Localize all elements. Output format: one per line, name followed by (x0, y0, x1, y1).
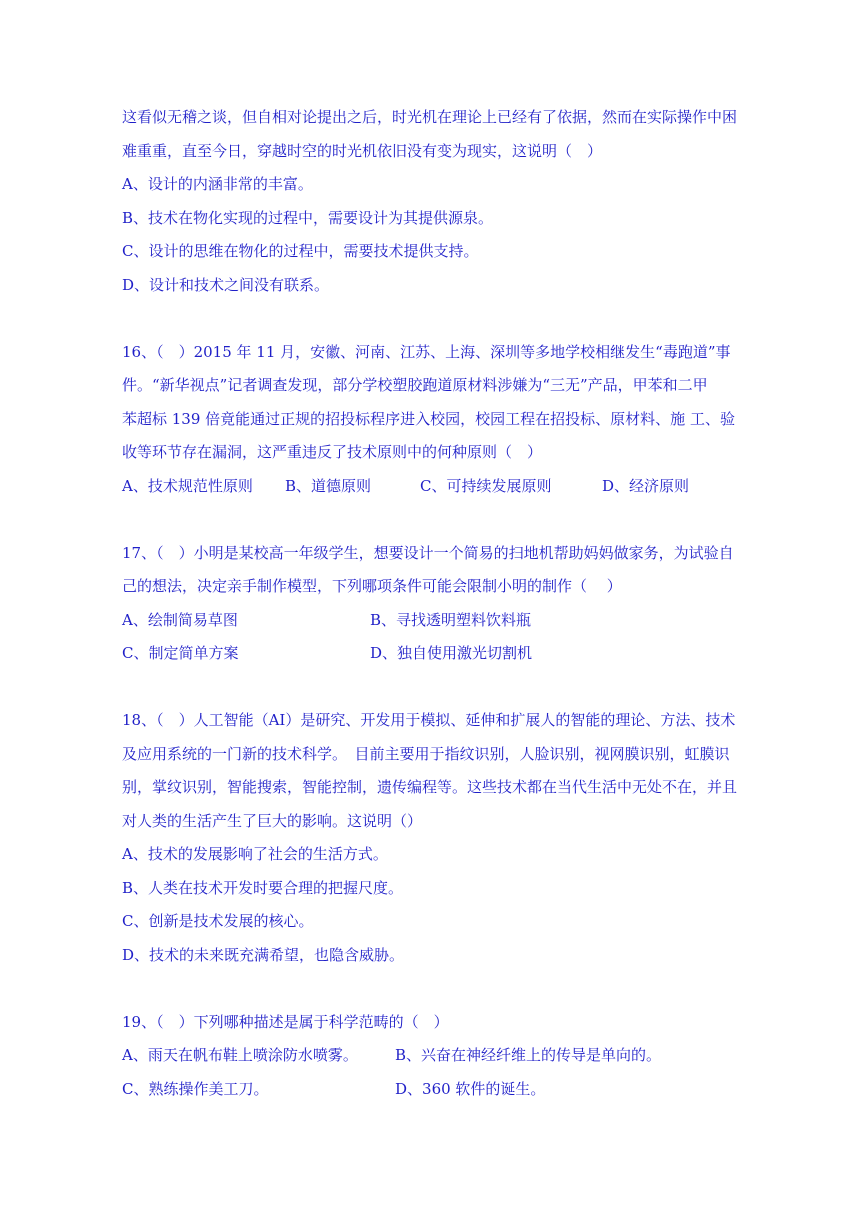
question-stem-line: 18、（ ）人工智能（AI）是研究、开发用于模拟、延伸和扩展人的智能的理论、方法、技术 (122, 711, 736, 729)
question-stem-line: 19、（ ）下列哪种描述是属于科学范畴的（ ） (122, 1012, 449, 1031)
question-stem-line: 这看似无稽之谈，但自相对论提出之后，时光机在理论上已经有了依据，然而在实际操作中困 (122, 108, 738, 126)
option-d: D、经济原则 (602, 476, 690, 495)
question-stem-line: 件。“新华视点”记者调查发现，部分学校塑胶跑道原材料涉嫌为“三无”产品，甲苯和二甲 (122, 376, 708, 394)
option-b: B、人类在技术开发时要合理的把握尺度。 (122, 878, 404, 897)
option-a: A、设计的内涵非常的丰富。 (122, 175, 313, 193)
options-row (122, 476, 742, 496)
option-d: D、360 软件的诞生。 (395, 1079, 546, 1098)
question-stem-line: 别，掌纹识别，智能搜索，智能控制，遗传编程等。这些技术都在当代生活中无处不在，并且 (122, 778, 738, 796)
option-b: B、道德原则 (285, 476, 372, 495)
question-stem-line: 16、（ ）2015 年 11 月，安徽、河南、江苏、上海、深圳等多地学校相继发生“毒跑道”事 (122, 342, 731, 361)
question-15 (122, 107, 742, 295)
question-stem-line: 难重重，直至今日，穿越时空的时光机依旧没有变为现实，这说明（ ） (122, 141, 603, 160)
option-c: C、熟练操作美工刀。 (122, 1079, 269, 1098)
option-c: C、设计的思维在物化的过程中，需要技术提供支持。 (122, 242, 479, 260)
option-a: A、技术规范性原则 (122, 476, 253, 495)
option-c: C、制定简单方案 (122, 644, 239, 662)
option-d: D、设计和技术之间没有联系。 (122, 275, 330, 294)
question-18 (122, 710, 742, 965)
option-c: C、创新是技术发展的核心。 (122, 912, 314, 930)
question-stem-line: 17、（ ）小明是某校高一年级学生，想要设计一个简易的扫地机帮助妈妈做家务，为试验自 (122, 543, 734, 562)
question-17 (122, 543, 742, 664)
option-b: B、兴奋在神经纤维上的传导是单向的。 (395, 1046, 662, 1064)
question-stem-line: 及应用系统的一门新的技术科学。 目前主要用于指纹识别，人脸识别，视网膜识别，虹膜识 (122, 744, 730, 763)
option-d: D、技术的未来既充满希望，也隐含威胁。 (122, 945, 405, 964)
options-row (122, 1079, 742, 1099)
options-row (122, 643, 742, 663)
question-stem-line: 己的想法，决定亲手制作模型，下列哪项条件可能会限制小明的制作（ ） (122, 577, 622, 595)
option-a: A、绘制简易草图 (122, 610, 238, 629)
question-19 (122, 1012, 742, 1099)
exam-page (122, 107, 742, 1099)
question-stem-line: 收等环节存在漏洞，这严重违反了技术原则中的何种原则（ ） (122, 443, 543, 461)
options-row (122, 610, 742, 630)
option-c: C、可持续发展原则 (420, 476, 552, 495)
option-a: A、技术的发展影响了社会的生活方式。 (122, 845, 388, 863)
option-a: A、雨天在帆布鞋上喷涂防水喷雾。 (122, 1046, 358, 1064)
options-row (122, 1045, 742, 1065)
option-d: D、独自使用激光切割机 (370, 644, 533, 662)
question-16 (122, 342, 742, 496)
option-b: B、寻找透明塑料饮料瓶 (370, 610, 532, 629)
option-b: B、技术在物化实现的过程中，需要设计为其提供源泉。 (122, 208, 494, 227)
question-stem-line: 对人类的生活产生了巨大的影响。这说明（） (122, 811, 423, 830)
question-stem-line: 苯超标 139 倍竟能通过正规的招投标程序进入校园，校园工程在招投标、原材料、施 工、验 (122, 409, 735, 428)
